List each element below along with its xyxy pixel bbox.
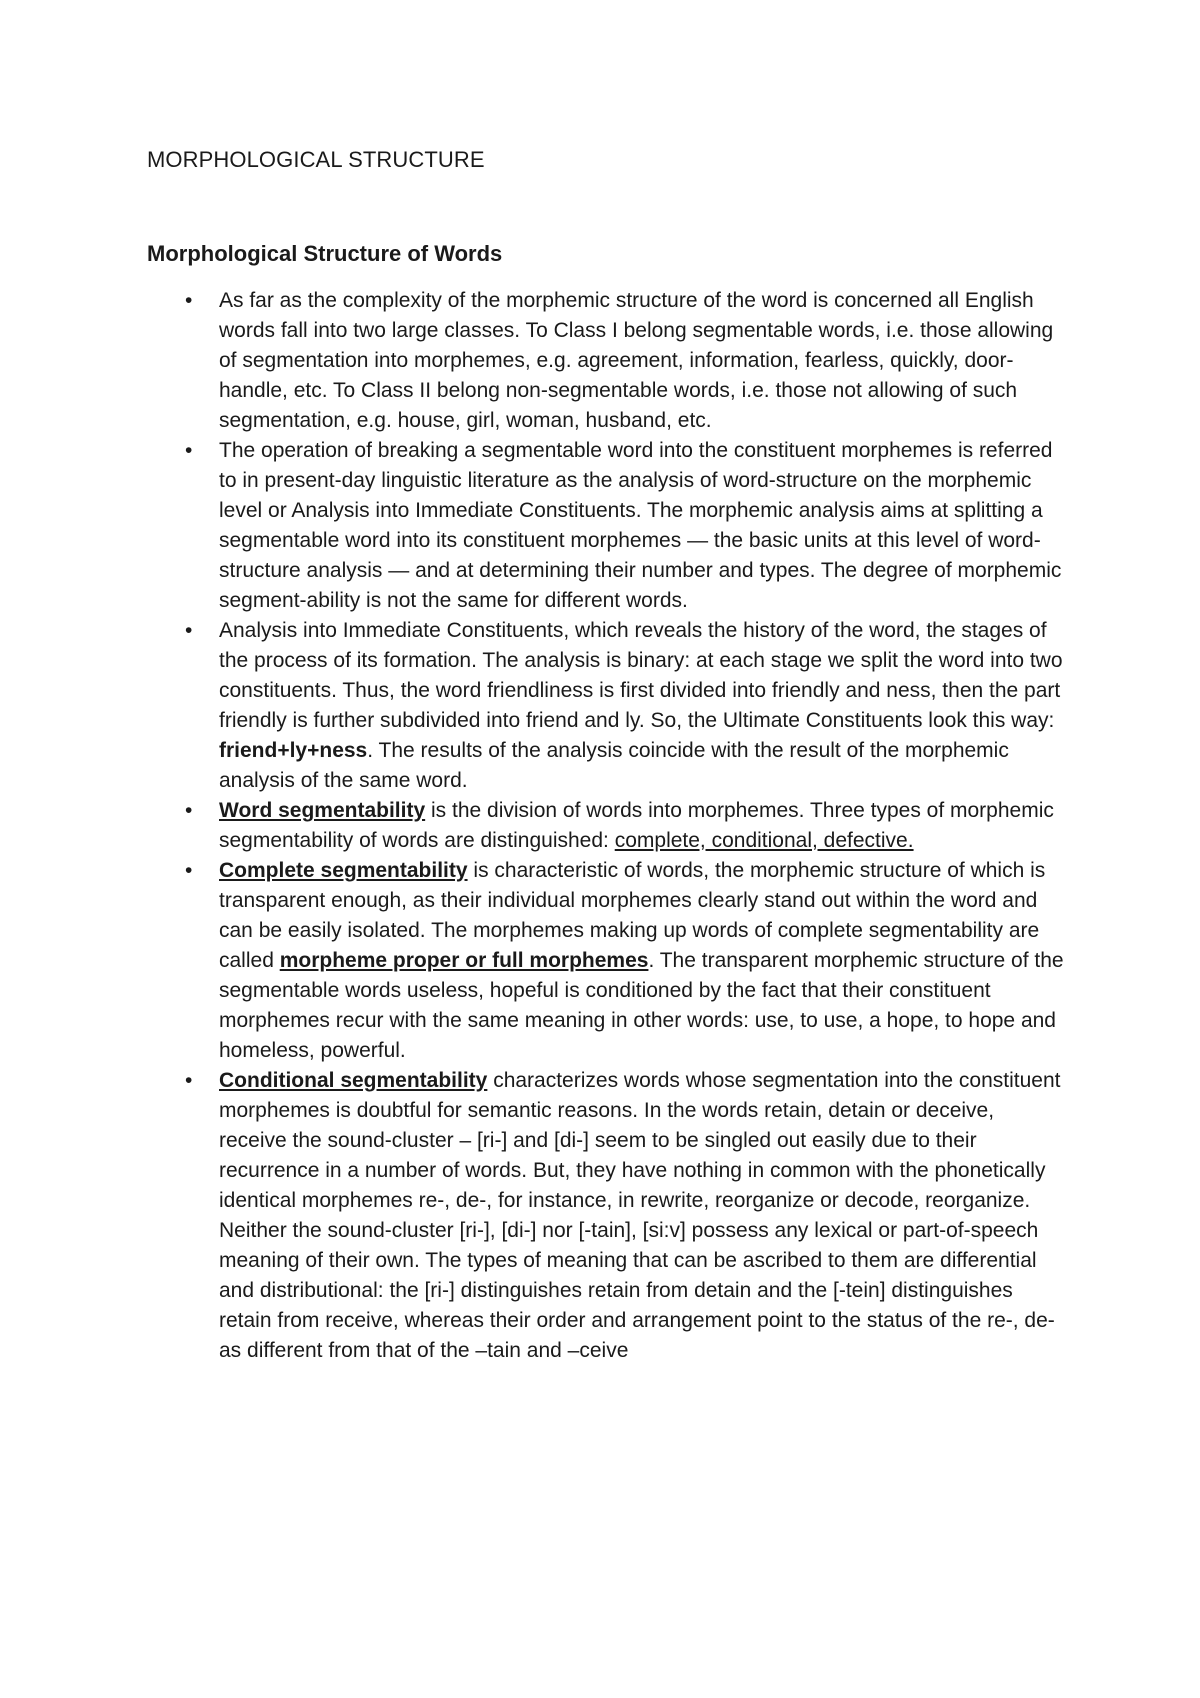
list-item: [147, 286, 1067, 436]
item-text: is characteristic of words, the morphemic structure of which is transparent enough, as their individual morphemes clearly stand out within the word and can be easily isolated. The morphemes making up words of complete segmentability are called: [219, 859, 1046, 972]
item-text: The operation of breaking a segmentable word into the constituent morphemes is referred to in present-day linguistic literature as the analysis of word-structure on the morphemic level or Analysis into Immediate Constituents. The morphemic analysis aims at splitting a segmentable word into its constituent morphemes — the basic units at this level of word-structure analysis — and at determining their number and types. The degree of morphemic segment-ability is not the same for different words.: [219, 439, 1062, 612]
bullet-icon: •: [185, 859, 193, 882]
list-item: [147, 616, 1067, 796]
list-item: [147, 856, 1067, 1066]
bold-example: friend+ly+ness: [219, 739, 368, 762]
list-item: [147, 436, 1067, 616]
bullet-icon: •: [185, 289, 193, 312]
item-text: characterizes words whose segmentation into the constituent morphemes is doubtful for semantic reasons. In the words retain, detain or deceive, receive the sound-cluster – [ri-] and [di-] seem to be singled out easily due to their recurrence in a number of words. But, they have nothing in common with the phonetically identical morphemes re-, de-, for instance, in rewrite, reorganize or decode, reorganize. Neither the sound-cluster [ri-], [di-] nor [-tain], [si:v] possess any lexical or part-of-speech meaning of their own. The types of meaning that can be ascribed to them are differential and distributional: the [ri-] distinguishes retain from detain and the [-tein] distinguishes retain from receive, whereas their order and arrangement point to the status of the re-, de- as different from that of the –tain and –ceive: [219, 1069, 1061, 1362]
bullet-icon: •: [185, 619, 193, 642]
underlined-types: complete, conditional, defective.: [614, 829, 914, 852]
bullet-icon: •: [185, 439, 193, 462]
bullet-icon: •: [185, 1069, 193, 1092]
item-text: . The results of the analysis coincide with the result of the morphemic analysis of the same word.: [219, 739, 1009, 792]
list-item: [147, 1066, 1067, 1366]
item-text: Analysis into Immediate Constituents, which reveals the history of the word, the stages of the process of its formation. The analysis is binary: at each stage we split the word into two constituents. Thus, the word friendliness is first divided into friendly and ness, then the part friendly is further subdivided into friend and ly. So, the Ultimate Constituents look this way:: [219, 619, 1063, 732]
bullet-list: [147, 286, 1067, 1366]
term-complete-segmentability: Complete segmentability: [219, 859, 468, 882]
item-text: is the division of words into morphemes. Three types of morphemic segmentability of words are distinguished:: [219, 799, 1054, 852]
item-text: As far as the complexity of the morphemic structure of the word is concerned all English words fall into two large classes. To Class I belong segmentable words, i.e. those allowing of segmentation into morphemes, e.g. agreement, information, fearless, quickly, door-handle, etc. To Class II belong non-segmentable words, i.e. those not allowing of such segmentation, e.g. house, girl, woman, husband, etc.: [219, 289, 1054, 432]
term-conditional-segmentability: Conditional segmentability: [219, 1069, 488, 1092]
bullet-icon: •: [185, 799, 193, 822]
document-title: MORPHOLOGICAL STRUCTURE: [147, 147, 485, 172]
term-word-segmentability: Word segmentability: [219, 799, 426, 822]
term-morpheme-proper: morpheme proper or full morphemes: [279, 949, 649, 972]
section-heading: Morphological Structure of Words: [147, 241, 503, 266]
item-text: . The transparent morphemic structure of the segmentable words useless, hopeful is conditioned by the fact that their constituent morphemes recur with the same meaning in other words: use, to use, a hope, to hope and homeless, powerful.: [219, 949, 1064, 1062]
list-item: [147, 796, 1067, 856]
